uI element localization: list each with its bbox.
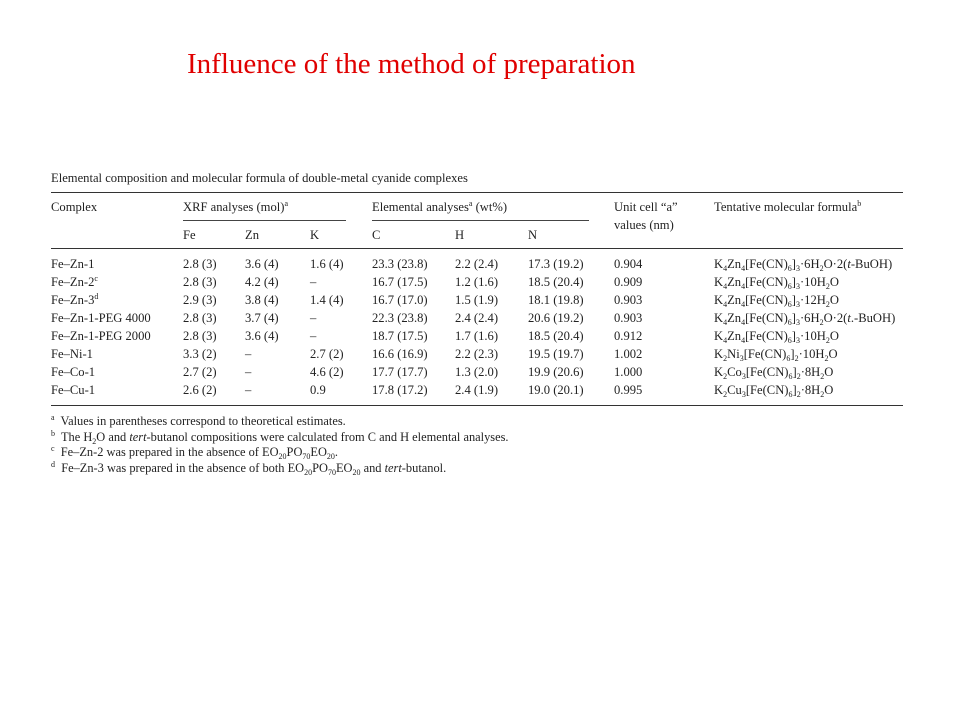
cell-h: 2.2 (2.4) [455, 257, 499, 271]
cell-complex: Fe–Zn-1 [51, 257, 95, 271]
footnotes [51, 414, 509, 476]
cell-fe: 2.9 (3) [183, 293, 217, 307]
cell-h: 1.3 (2.0) [455, 365, 499, 379]
header-fe: Fe [183, 228, 196, 242]
footnote-c: $^c$ Fe–Zn-2 was prepared in the absence of $EO_{20}PO_{70}EO_{20}$. [51, 444, 339, 462]
header-n: N [528, 228, 538, 242]
header-xrf: XRF analyses (mol)$^a$ [183, 199, 289, 214]
cell-c: 16.6 (16.9) [372, 347, 428, 361]
cell-n: 18.5 (20.4) [528, 275, 584, 289]
cell-c: 22.3 (23.8) [372, 311, 428, 325]
cell-zn: 4.2 (4) [245, 275, 279, 289]
cell-c: 16.7 (17.5) [372, 275, 428, 289]
cell-complex: Fe–Zn-3$^d$ [51, 292, 99, 307]
cell-zn: 3.8 (4) [245, 293, 279, 307]
cell-cell: 0.995 [614, 383, 643, 397]
cell-complex: Fe–Ni-1 [51, 347, 93, 361]
cell-complex: Fe–Zn-1-PEG 2000 [51, 329, 151, 343]
cell-zn: 3.6 (4) [245, 257, 279, 271]
header-formula: Tentative molecular formula$^b$ [714, 199, 862, 214]
cell-formula: $K_4Zn_4[Fe(CN)_6]_3\cdot 6H_2O\cdot 2(t-BuOH)$ [714, 257, 893, 273]
cell-cell: 0.904 [614, 257, 643, 271]
cell-k: 1.6 (4) [310, 257, 344, 271]
cell-h: 1.2 (1.6) [455, 275, 499, 289]
cell-cell: 1.000 [614, 365, 643, 379]
cell-zn: – [245, 347, 252, 361]
cell-cell: 1.002 [614, 347, 643, 361]
cell-formula: $K_4Zn_4[Fe(CN)_6]_3\cdot 10H_2O$ [714, 275, 839, 291]
xrf-subrule [183, 220, 346, 221]
cell-complex: Fe–Zn-2$^c$ [51, 274, 98, 289]
cell-cell: 0.909 [614, 275, 643, 289]
header-complex: Complex [51, 200, 98, 214]
header-c: C [372, 228, 381, 242]
cell-fe: 2.6 (2) [183, 383, 217, 397]
cell-complex: Fe–Zn-1-PEG 4000 [51, 311, 151, 325]
cell-n: 20.6 (19.2) [528, 311, 584, 325]
table-caption: Elemental composition and molecular formula of double-metal cyanide complexes [51, 171, 468, 185]
footnote-d: $^d$ Fe–Zn-3 was prepared in the absence of both $EO_{20}PO_{70}EO_{20}$ and tert-butanol. [51, 459, 447, 477]
header-unit-cell: Unit cell “a” values (nm) [614, 200, 678, 232]
cell-fe: 2.8 (3) [183, 329, 217, 343]
cell-complex: Fe–Co-1 [51, 365, 96, 379]
header-elemental: Elemental analyses$^a$ (wt%) [372, 199, 508, 214]
cell-formula: $K_2Co_3[Fe(CN)_6]_2\cdot 8H_2O$ [714, 365, 834, 381]
cell-fe: 2.8 (3) [183, 311, 217, 325]
cell-k: 2.7 (2) [310, 347, 344, 361]
cell-formula: $K_4Zn_4[Fe(CN)_6]_3\cdot 10H_2O$ [714, 329, 839, 345]
slide-title: Influence of the method of preparation [187, 48, 636, 80]
cell-k: – [310, 311, 317, 325]
cell-c: 23.3 (23.8) [372, 257, 428, 271]
table-top-rule [51, 192, 903, 193]
cell-fe: 2.7 (2) [183, 365, 217, 379]
header-bottom-rule [51, 248, 903, 249]
table-bottom-rule [51, 405, 903, 406]
cell-h: 2.4 (2.4) [455, 311, 499, 325]
cell-fe: 2.8 (3) [183, 275, 217, 289]
cell-n: 18.5 (20.4) [528, 329, 584, 343]
cell-k: 1.4 (4) [310, 293, 344, 307]
cell-h: 2.2 (2.3) [455, 347, 499, 361]
cell-c: 17.7 (17.7) [372, 365, 428, 379]
cell-formula: $K_4Zn_4[Fe(CN)_6]_3\cdot 12H_2O$ [714, 293, 839, 309]
cell-zn: – [245, 365, 252, 379]
footnote-a: $^a$ Values in parentheses correspond to theoretical estimates. [51, 413, 346, 428]
cell-k: 0.9 [310, 383, 326, 397]
cell-cell: 0.912 [614, 329, 643, 343]
cell-h: 1.5 (1.9) [455, 293, 499, 307]
cell-n: 18.1 (19.8) [528, 293, 584, 307]
cell-formula: $K_2Cu_3[Fe(CN)_6]_2\cdot 8H_2O$ [714, 383, 834, 399]
cell-k: – [310, 275, 317, 289]
cell-k: – [310, 329, 317, 343]
cell-cell: 0.903 [614, 293, 643, 307]
cell-cell: 0.903 [614, 311, 643, 325]
cell-n: 19.9 (20.6) [528, 365, 584, 379]
cell-formula: $K_4Zn_4[Fe(CN)_6]_3\cdot 6H_2O\cdot 2(t.-BuOH)$ [714, 311, 896, 327]
cell-zn: 3.7 (4) [245, 311, 279, 325]
cell-c: 16.7 (17.0) [372, 293, 428, 307]
cell-fe: 3.3 (2) [183, 347, 217, 361]
header-k: K [310, 228, 320, 242]
cell-n: 19.0 (20.1) [528, 383, 584, 397]
cell-zn: – [245, 383, 252, 397]
header-zn: Zn [245, 228, 259, 242]
cell-n: 19.5 (19.7) [528, 347, 584, 361]
cell-fe: 2.8 (3) [183, 257, 217, 271]
cell-h: 2.4 (1.9) [455, 383, 499, 397]
cell-c: 17.8 (17.2) [372, 383, 428, 397]
header-h: H [455, 228, 465, 242]
cell-formula: $K_2Ni_3[Fe(CN)_6]_2\cdot 10H_2O$ [714, 347, 838, 363]
cell-zn: 3.6 (4) [245, 329, 279, 343]
footnote-b: $^b$ The $H_2O$ and tert-butanol compositions were calculated from C and H elemental analyses. [51, 428, 509, 446]
cell-h: 1.7 (1.6) [455, 329, 499, 343]
cell-complex: Fe–Cu-1 [51, 383, 96, 397]
cell-c: 18.7 (17.5) [372, 329, 428, 343]
elemental-subrule [372, 220, 589, 221]
cell-k: 4.6 (2) [310, 365, 344, 379]
cell-n: 17.3 (19.2) [528, 257, 584, 271]
